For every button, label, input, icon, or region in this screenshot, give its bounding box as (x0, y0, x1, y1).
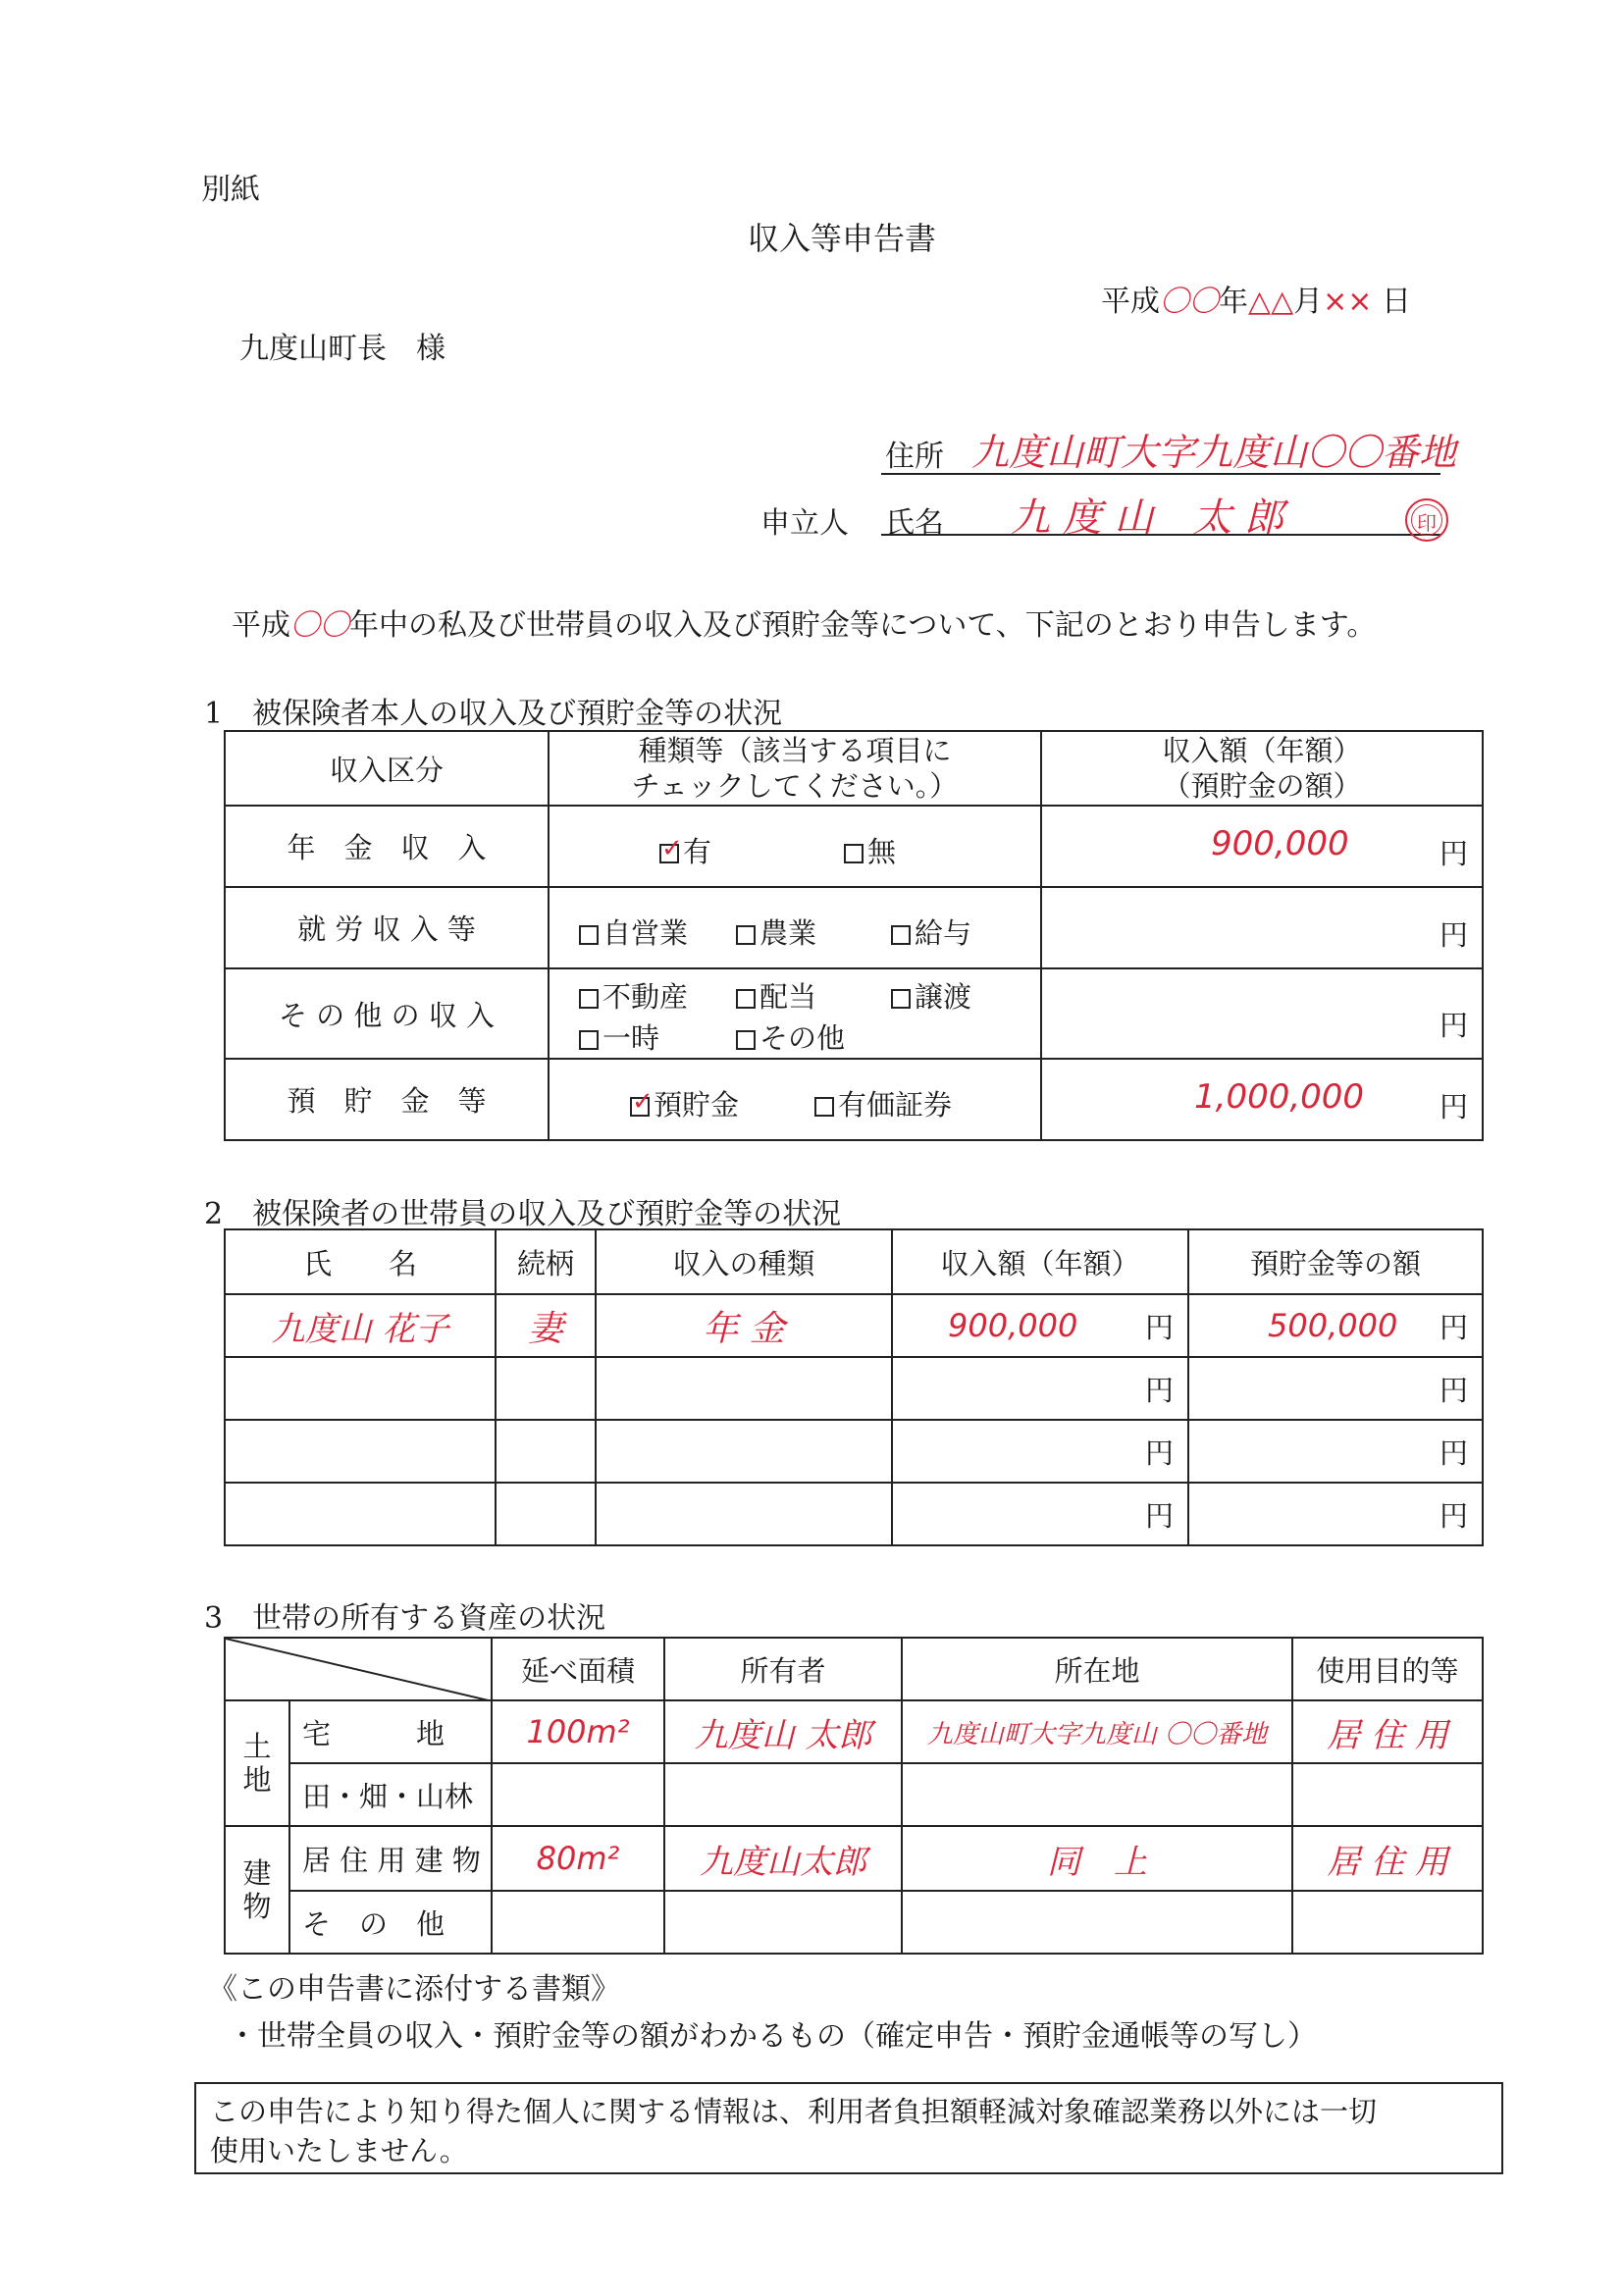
diagonal-corner-cell (225, 1638, 492, 1700)
member-income-type (596, 1483, 892, 1545)
section3-table (224, 1637, 1484, 1955)
checkbox-icon (814, 1097, 834, 1117)
table-row (225, 1700, 1483, 1763)
checkbox-icon (736, 1030, 756, 1050)
option-checkbox[interactable]: 有価証券 (814, 1083, 952, 1123)
address-label: 住所 (885, 440, 944, 474)
s2-header-relation: 続柄 (496, 1229, 596, 1294)
s2-header-income: 収入額（年額） (892, 1229, 1188, 1294)
s3-header-owner: 所有者 (664, 1638, 902, 1700)
name-value: 九 度 山 太 郎 (1011, 496, 1284, 541)
asset-purpose: 居 住 用 (1292, 1826, 1483, 1891)
name-underline (881, 534, 1440, 536)
asset-area: 80m² (492, 1826, 664, 1891)
member-income (892, 1420, 1188, 1483)
member-income-type (596, 1420, 892, 1483)
asset-purpose (1292, 1763, 1483, 1826)
option-checkbox[interactable]: 譲渡 (891, 975, 971, 1016)
member-savings: 500,000 円 (1188, 1294, 1483, 1357)
checkbox-icon (579, 1030, 599, 1050)
table-row (225, 1763, 1483, 1826)
yen-unit: 円 (1439, 1090, 1468, 1123)
table-row (225, 1420, 1483, 1483)
asset-location: 同 上 (902, 1826, 1292, 1891)
section1-heading: 1 被保険者本人の収入及び預貯金等の状況 (204, 697, 783, 731)
table-row (225, 1294, 1483, 1357)
member-relation (496, 1420, 596, 1483)
table-row (225, 1891, 1483, 1954)
asset-label: 田・畑・山林 (289, 1763, 492, 1826)
option-checkbox[interactable]: 無 (844, 830, 896, 870)
option-checkbox[interactable]: 不動産 (579, 975, 688, 1016)
date-day-unit: 日 (1381, 285, 1411, 319)
attachments-heading: 《この申告書に添付する書類》 (208, 1972, 620, 2007)
amount-value: 1,000,000 (1194, 1077, 1365, 1117)
s1-row-options (549, 887, 1041, 968)
s1-row-label: 就 労 収 入 等 (225, 887, 549, 968)
member-relation: 妻 (496, 1294, 596, 1357)
member-name (225, 1483, 496, 1545)
checkbox-icon (736, 989, 756, 1009)
checkbox-icon (736, 925, 756, 945)
intro-text (232, 600, 1376, 644)
yen-unit: 円 (1144, 1436, 1174, 1470)
checkbox-icon (891, 989, 911, 1009)
member-savings (1188, 1483, 1483, 1545)
form-title: 収入等申告書 (748, 220, 937, 257)
member-income (892, 1483, 1188, 1545)
s1-row-options (549, 1059, 1041, 1140)
asset-label: 居 住 用 建 物 (289, 1826, 492, 1891)
applicant-role-label: 申立人 (760, 506, 849, 541)
date-line (1101, 277, 1411, 320)
checkbox-icon (579, 989, 599, 1009)
s1-row-label: 年 金 収 入 (225, 806, 549, 887)
privacy-note-line2: 使用いたしません。 (210, 2134, 468, 2167)
asset-owner: 九度山太郎 (664, 1826, 902, 1891)
member-name (225, 1420, 496, 1483)
asset-owner: 九度山 太郎 (664, 1700, 902, 1763)
yen-unit: 円 (1439, 1436, 1468, 1470)
name-label: 氏名 (885, 506, 944, 541)
checkbox-icon (844, 844, 864, 863)
table-row (225, 1357, 1483, 1420)
yen-unit: 円 (1439, 837, 1468, 870)
member-savings (1188, 1420, 1483, 1483)
option-checkbox[interactable]: 配当 (736, 975, 816, 1016)
yen-unit: 円 (1439, 1009, 1468, 1042)
date-month-unit: 月 (1293, 285, 1324, 319)
intro-prefix: 平成 (232, 608, 290, 643)
asset-label: そ の 他 (289, 1891, 492, 1954)
s2-header-name: 氏 名 (225, 1229, 496, 1294)
s3-header-purpose: 使用目的等 (1292, 1638, 1483, 1700)
asset-area: 100m² (492, 1700, 664, 1763)
asset-owner (664, 1891, 902, 1954)
asset-purpose: 居 住 用 (1292, 1700, 1483, 1763)
yen-unit: 円 (1144, 1311, 1174, 1344)
member-relation (496, 1357, 596, 1420)
amount-value: 900,000 (1211, 824, 1349, 863)
option-checkbox[interactable]: 一時 (579, 1017, 659, 1057)
asset-area (492, 1891, 664, 1954)
diagonal-line (226, 1639, 493, 1701)
addressee: 九度山町長 様 (239, 332, 445, 366)
seal-mark: 印 (1405, 498, 1448, 542)
option-checkbox[interactable]: 給与 (891, 912, 971, 952)
attachments-item: ・世帯全員の収入・預貯金等の額がわかるもの（確定申告・預貯金通帳等の写し） (228, 2019, 1317, 2054)
s1-row-amount (1041, 968, 1483, 1059)
option-checkbox[interactable]: 農業 (736, 912, 816, 952)
option-checkbox[interactable]: 自営業 (579, 912, 688, 952)
asset-label: 宅 地 (289, 1700, 492, 1763)
date-year-unit: 年 (1219, 285, 1248, 319)
s1-row-label: 預 貯 金 等 (225, 1059, 549, 1140)
member-savings (1188, 1357, 1483, 1420)
date-prefix: 平成 (1101, 285, 1160, 319)
option-checkbox[interactable]: その他 (736, 1017, 845, 1057)
member-relation (496, 1483, 596, 1545)
date-day: ×× (1323, 285, 1373, 319)
yen-unit: 円 (1439, 1374, 1468, 1407)
intro-body: 年中の私及び世帯員の収入及び預貯金等について、下記のとおり申告します。 (349, 608, 1377, 643)
s1-header-amount: 収入額（年額） （預貯金の額） (1041, 731, 1483, 806)
asset-area (492, 1763, 664, 1826)
attachment-label: 別紙 (201, 173, 260, 207)
member-name: 九度山 花子 (225, 1294, 496, 1357)
s1-header-type: 種類等（該当する項目に チェックしてください。） (549, 731, 1041, 806)
s2-header-income-type: 収入の種類 (596, 1229, 892, 1294)
checkbox-icon (579, 925, 599, 945)
checkbox-checked-icon (659, 844, 679, 863)
s3-header-area: 延べ面積 (492, 1638, 664, 1700)
yen-unit: 円 (1144, 1499, 1174, 1533)
s1-row-amount (1041, 806, 1483, 887)
s1-row-label: そ の 他 の 収 入 (225, 968, 549, 1059)
asset-location: 九度山町大字九度山 〇〇番地 (902, 1700, 1292, 1763)
s1-row-options (549, 968, 1041, 1059)
privacy-note-box (194, 2082, 1503, 2174)
s1-row-amount (1041, 887, 1483, 968)
member-income-type (596, 1357, 892, 1420)
privacy-note-line1: この申告により知り得た個人に関する情報は、利用者負担額軽減対象確認業務以外には一切 (210, 2095, 1378, 2128)
asset-owner (664, 1763, 902, 1826)
member-income: 900,000 円 (892, 1294, 1188, 1357)
checkbox-checked-icon (630, 1097, 650, 1117)
member-income (892, 1357, 1188, 1420)
section1-table (224, 730, 1484, 1141)
asset-location (902, 1891, 1292, 1954)
s1-header-category: 収入区分 (225, 731, 549, 806)
yen-unit: 円 (1144, 1374, 1174, 1407)
option-checkbox[interactable]: ✓ 預貯金 (630, 1083, 739, 1123)
group-label-building: 建物 (225, 1826, 289, 1954)
address-value: 九度山町大字九度山〇〇番地 (971, 431, 1457, 474)
member-income-type: 年 金 (596, 1294, 892, 1357)
asset-purpose (1292, 1891, 1483, 1954)
group-label-land: 土地 (225, 1700, 289, 1826)
date-year: 〇〇 (1160, 285, 1219, 319)
member-name (225, 1357, 496, 1420)
s3-header-location: 所在地 (902, 1638, 1292, 1700)
checkbox-icon (891, 925, 911, 945)
address-underline (881, 473, 1440, 475)
section3-heading: 3 世帯の所有する資産の状況 (204, 1601, 606, 1636)
section2-table (224, 1228, 1484, 1546)
s2-header-savings: 預貯金等の額 (1188, 1229, 1483, 1294)
table-row (225, 1483, 1483, 1545)
asset-location (902, 1763, 1292, 1826)
table-row (225, 1826, 1483, 1891)
section2-heading: 2 被保険者の世帯員の収入及び預貯金等の状況 (204, 1197, 842, 1231)
yen-unit: 円 (1439, 918, 1468, 952)
yen-unit: 円 (1439, 1499, 1468, 1533)
option-checkbox[interactable]: ✓ 有 (659, 830, 711, 870)
date-month: △△ (1248, 285, 1294, 319)
s1-row-amount (1041, 1059, 1483, 1140)
yen-unit: 円 (1439, 1311, 1468, 1344)
intro-year: 〇〇 (290, 608, 349, 643)
s1-row-options (549, 806, 1041, 887)
